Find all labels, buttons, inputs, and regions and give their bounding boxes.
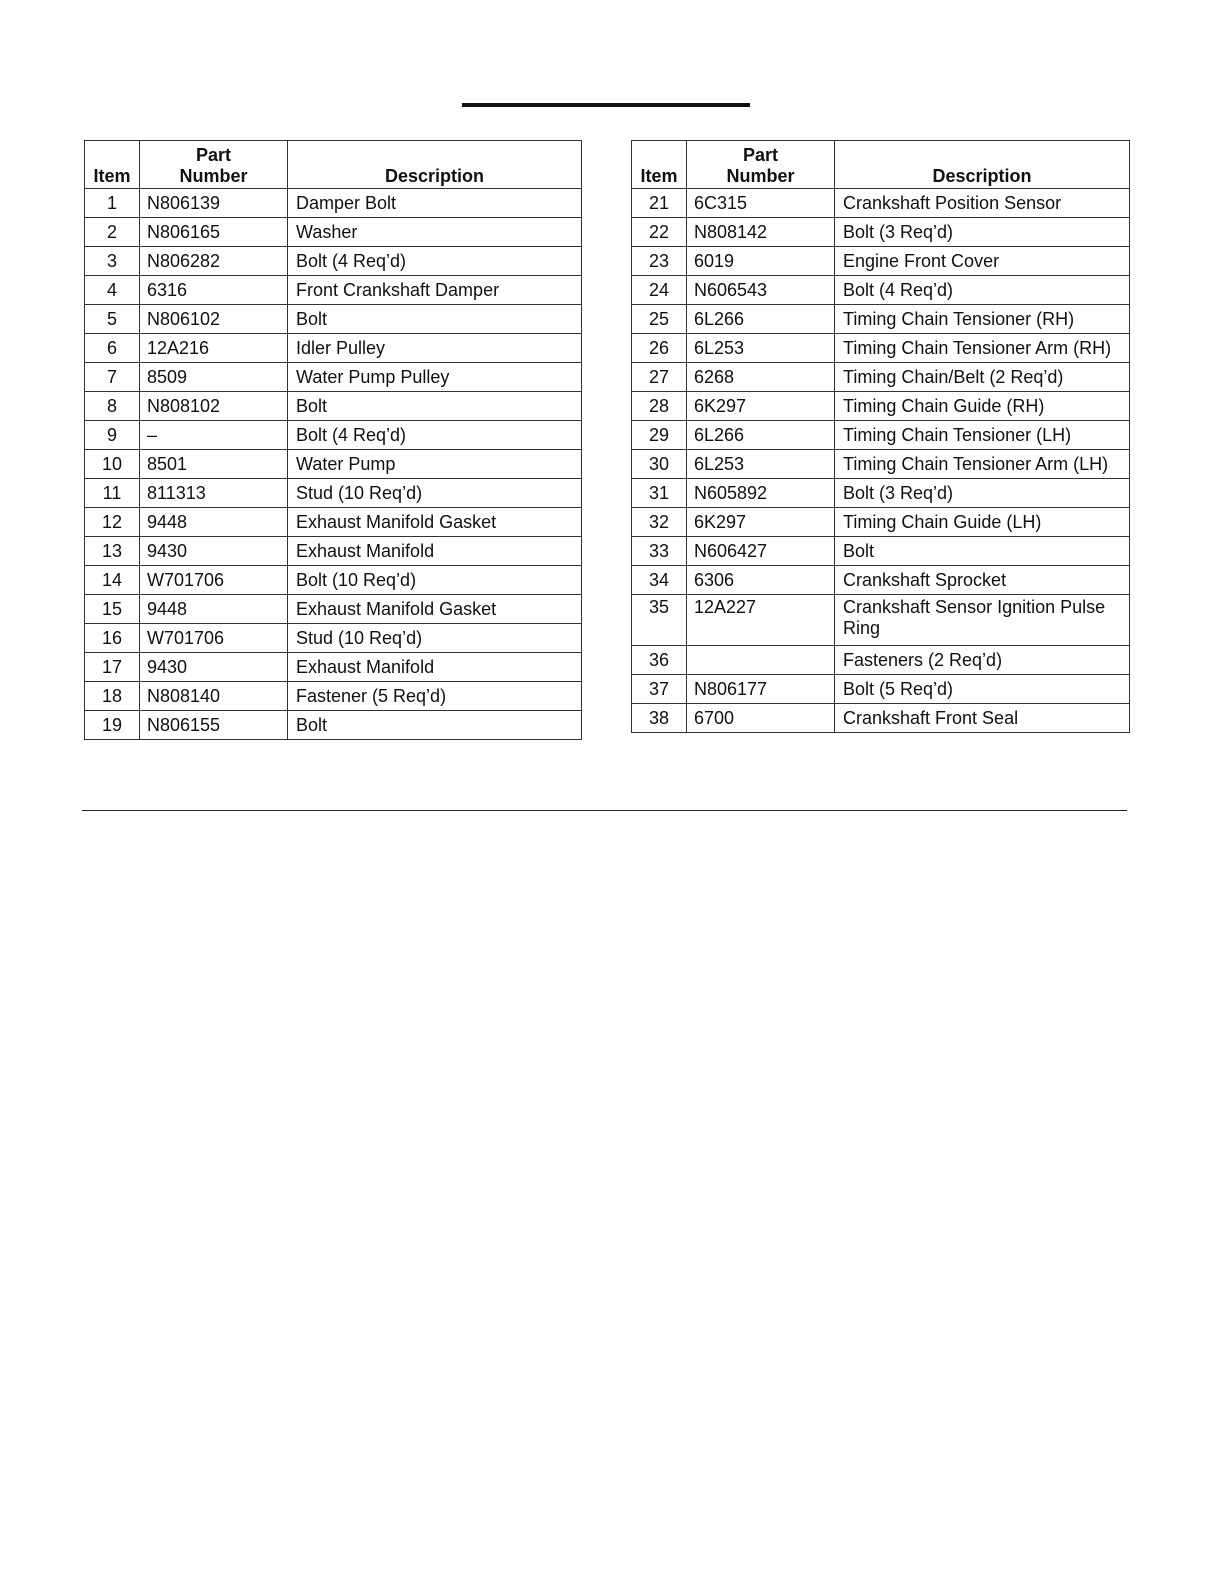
table-row bbox=[632, 566, 1130, 595]
header-part-line1: Part bbox=[195, 145, 231, 165]
item-cell: 36 bbox=[632, 646, 687, 675]
part-number-cell: N606543 bbox=[687, 276, 835, 305]
part-number-cell: 12A227 bbox=[687, 595, 835, 646]
part-number-cell: 9430 bbox=[140, 653, 288, 682]
item-cell: 18 bbox=[85, 682, 140, 711]
item-cell: 11 bbox=[85, 479, 140, 508]
part-number-cell: N806155 bbox=[140, 711, 288, 740]
description-cell: Bolt (5 Req’d) bbox=[835, 675, 1130, 704]
item-cell: 22 bbox=[632, 218, 687, 247]
part-number-cell: N808102 bbox=[140, 392, 288, 421]
parts-table-right-body bbox=[632, 189, 1130, 733]
part-number-cell: 6L253 bbox=[687, 450, 835, 479]
table-row bbox=[632, 479, 1130, 508]
item-cell: 23 bbox=[632, 247, 687, 276]
item-cell: 12 bbox=[85, 508, 140, 537]
part-number-cell: 8509 bbox=[140, 363, 288, 392]
part-number-cell: N806139 bbox=[140, 189, 288, 218]
description-cell: Stud (10 Req’d) bbox=[288, 479, 582, 508]
description-cell: Fasteners (2 Req’d) bbox=[835, 646, 1130, 675]
table-header-row bbox=[632, 141, 1130, 189]
table-row bbox=[85, 450, 582, 479]
table-row bbox=[632, 189, 1130, 218]
description-cell: Timing Chain Tensioner Arm (LH) bbox=[835, 450, 1130, 479]
item-cell: 24 bbox=[632, 276, 687, 305]
part-number-cell: 6L266 bbox=[687, 421, 835, 450]
item-cell: 35 bbox=[632, 595, 687, 646]
table-row bbox=[85, 421, 582, 450]
parts-table-left-body bbox=[85, 189, 582, 740]
description-cell: Front Crankshaft Damper bbox=[288, 276, 582, 305]
part-number-cell: 6K297 bbox=[687, 392, 835, 421]
table-row bbox=[632, 646, 1130, 675]
part-number-cell: 8501 bbox=[140, 450, 288, 479]
table-row bbox=[632, 537, 1130, 566]
description-cell: Fastener (5 Req’d) bbox=[288, 682, 582, 711]
description-cell: Crankshaft Sensor Ignition Pulse Ring bbox=[835, 595, 1130, 646]
part-number-cell: 6268 bbox=[687, 363, 835, 392]
item-cell: 15 bbox=[85, 595, 140, 624]
item-cell: 7 bbox=[85, 363, 140, 392]
description-cell: Bolt bbox=[288, 305, 582, 334]
item-cell: 27 bbox=[632, 363, 687, 392]
header-part-line2: Number bbox=[726, 166, 795, 186]
item-cell: 9 bbox=[85, 421, 140, 450]
part-number-cell: 6L253 bbox=[687, 334, 835, 363]
table-row bbox=[632, 392, 1130, 421]
description-cell: Bolt bbox=[288, 711, 582, 740]
item-cell: 28 bbox=[632, 392, 687, 421]
item-cell: 29 bbox=[632, 421, 687, 450]
part-number-cell: W701706 bbox=[140, 566, 288, 595]
part-number-cell: 6C315 bbox=[687, 189, 835, 218]
description-cell: Stud (10 Req’d) bbox=[288, 624, 582, 653]
table-header-row bbox=[85, 141, 582, 189]
item-cell: 38 bbox=[632, 704, 687, 733]
header-description: Description bbox=[288, 141, 582, 189]
table-row bbox=[632, 218, 1130, 247]
table-row bbox=[85, 189, 582, 218]
table-row bbox=[632, 595, 1130, 646]
table-row bbox=[85, 653, 582, 682]
item-cell: 21 bbox=[632, 189, 687, 218]
part-number-cell: 6019 bbox=[687, 247, 835, 276]
table-row bbox=[632, 421, 1130, 450]
part-number-cell: 12A216 bbox=[140, 334, 288, 363]
item-cell: 31 bbox=[632, 479, 687, 508]
parts-table-right bbox=[631, 140, 1130, 733]
part-number-cell: N806177 bbox=[687, 675, 835, 704]
table-row bbox=[85, 711, 582, 740]
header-item: Item bbox=[632, 141, 687, 189]
description-cell: Idler Pulley bbox=[288, 334, 582, 363]
description-cell: Water Pump Pulley bbox=[288, 363, 582, 392]
header-part-line2: Number bbox=[179, 166, 248, 186]
item-cell: 2 bbox=[85, 218, 140, 247]
table-row bbox=[85, 363, 582, 392]
part-number-cell: 6316 bbox=[140, 276, 288, 305]
description-cell: Bolt bbox=[288, 392, 582, 421]
item-cell: 1 bbox=[85, 189, 140, 218]
table-row bbox=[632, 363, 1130, 392]
header-part-number bbox=[140, 141, 288, 189]
part-number-cell: 9448 bbox=[140, 508, 288, 537]
item-cell: 17 bbox=[85, 653, 140, 682]
description-cell: Exhaust Manifold bbox=[288, 653, 582, 682]
table-row bbox=[632, 334, 1130, 363]
part-number-cell: 9448 bbox=[140, 595, 288, 624]
item-cell: 16 bbox=[85, 624, 140, 653]
part-number-cell: 9430 bbox=[140, 537, 288, 566]
part-number-cell: N808140 bbox=[140, 682, 288, 711]
description-cell: Washer bbox=[288, 218, 582, 247]
description-cell: Crankshaft Position Sensor bbox=[835, 189, 1130, 218]
description-cell: Exhaust Manifold Gasket bbox=[288, 508, 582, 537]
description-cell: Bolt (4 Req’d) bbox=[288, 247, 582, 276]
header-part-number bbox=[687, 141, 835, 189]
description-cell: Timing Chain Tensioner Arm (RH) bbox=[835, 334, 1130, 363]
item-cell: 8 bbox=[85, 392, 140, 421]
description-cell: Bolt bbox=[835, 537, 1130, 566]
table-row bbox=[632, 704, 1130, 733]
header-item: Item bbox=[85, 141, 140, 189]
description-cell: Bolt (10 Req’d) bbox=[288, 566, 582, 595]
part-number-cell: N808142 bbox=[687, 218, 835, 247]
item-cell: 6 bbox=[85, 334, 140, 363]
table-row bbox=[632, 508, 1130, 537]
item-cell: 4 bbox=[85, 276, 140, 305]
table-row bbox=[85, 508, 582, 537]
part-number-cell: 6L266 bbox=[687, 305, 835, 334]
item-cell: 5 bbox=[85, 305, 140, 334]
part-number-cell: N806282 bbox=[140, 247, 288, 276]
table-row bbox=[85, 595, 582, 624]
table-row bbox=[85, 479, 582, 508]
part-number-cell bbox=[687, 646, 835, 675]
table-row bbox=[85, 247, 582, 276]
header-part-line1: Part bbox=[742, 145, 778, 165]
description-cell: Bolt (3 Req’d) bbox=[835, 479, 1130, 508]
item-cell: 3 bbox=[85, 247, 140, 276]
description-cell: Bolt (3 Req’d) bbox=[835, 218, 1130, 247]
description-cell: Exhaust Manifold bbox=[288, 537, 582, 566]
description-cell: Water Pump bbox=[288, 450, 582, 479]
description-cell: Bolt (4 Req’d) bbox=[835, 276, 1130, 305]
part-number-cell: N606427 bbox=[687, 537, 835, 566]
table-row bbox=[85, 682, 582, 711]
description-cell: Timing Chain Tensioner (LH) bbox=[835, 421, 1130, 450]
item-cell: 32 bbox=[632, 508, 687, 537]
part-number-cell: 811313 bbox=[140, 479, 288, 508]
description-cell: Bolt (4 Req’d) bbox=[288, 421, 582, 450]
part-number-cell: 6K297 bbox=[687, 508, 835, 537]
part-number-cell: – bbox=[140, 421, 288, 450]
table-row bbox=[85, 566, 582, 595]
item-cell: 14 bbox=[85, 566, 140, 595]
table-row bbox=[85, 305, 582, 334]
table-row bbox=[632, 305, 1130, 334]
item-cell: 25 bbox=[632, 305, 687, 334]
table-row bbox=[85, 624, 582, 653]
item-cell: 30 bbox=[632, 450, 687, 479]
section-divider bbox=[82, 810, 1127, 811]
table-row bbox=[85, 334, 582, 363]
item-cell: 34 bbox=[632, 566, 687, 595]
table-row bbox=[85, 537, 582, 566]
table-row bbox=[632, 276, 1130, 305]
item-cell: 33 bbox=[632, 537, 687, 566]
description-cell: Timing Chain Tensioner (RH) bbox=[835, 305, 1130, 334]
part-number-cell: 6306 bbox=[687, 566, 835, 595]
item-cell: 13 bbox=[85, 537, 140, 566]
description-cell: Engine Front Cover bbox=[835, 247, 1130, 276]
table-row bbox=[632, 450, 1130, 479]
part-number-cell: N605892 bbox=[687, 479, 835, 508]
part-number-cell: N806165 bbox=[140, 218, 288, 247]
item-cell: 10 bbox=[85, 450, 140, 479]
item-cell: 26 bbox=[632, 334, 687, 363]
description-cell: Exhaust Manifold Gasket bbox=[288, 595, 582, 624]
part-number-cell: N806102 bbox=[140, 305, 288, 334]
part-number-cell: W701706 bbox=[140, 624, 288, 653]
header-description: Description bbox=[835, 141, 1130, 189]
description-cell: Timing Chain Guide (LH) bbox=[835, 508, 1130, 537]
table-row bbox=[632, 247, 1130, 276]
table-row bbox=[85, 276, 582, 305]
table-row bbox=[85, 392, 582, 421]
description-cell: Crankshaft Front Seal bbox=[835, 704, 1130, 733]
parts-table-left bbox=[84, 140, 582, 740]
part-number-cell: 6700 bbox=[687, 704, 835, 733]
description-cell: Timing Chain Guide (RH) bbox=[835, 392, 1130, 421]
table-row bbox=[632, 675, 1130, 704]
description-cell: Crankshaft Sprocket bbox=[835, 566, 1130, 595]
title-underline bbox=[462, 103, 750, 107]
description-cell: Timing Chain/Belt (2 Req’d) bbox=[835, 363, 1130, 392]
item-cell: 19 bbox=[85, 711, 140, 740]
description-cell: Damper Bolt bbox=[288, 189, 582, 218]
table-row bbox=[85, 218, 582, 247]
item-cell: 37 bbox=[632, 675, 687, 704]
